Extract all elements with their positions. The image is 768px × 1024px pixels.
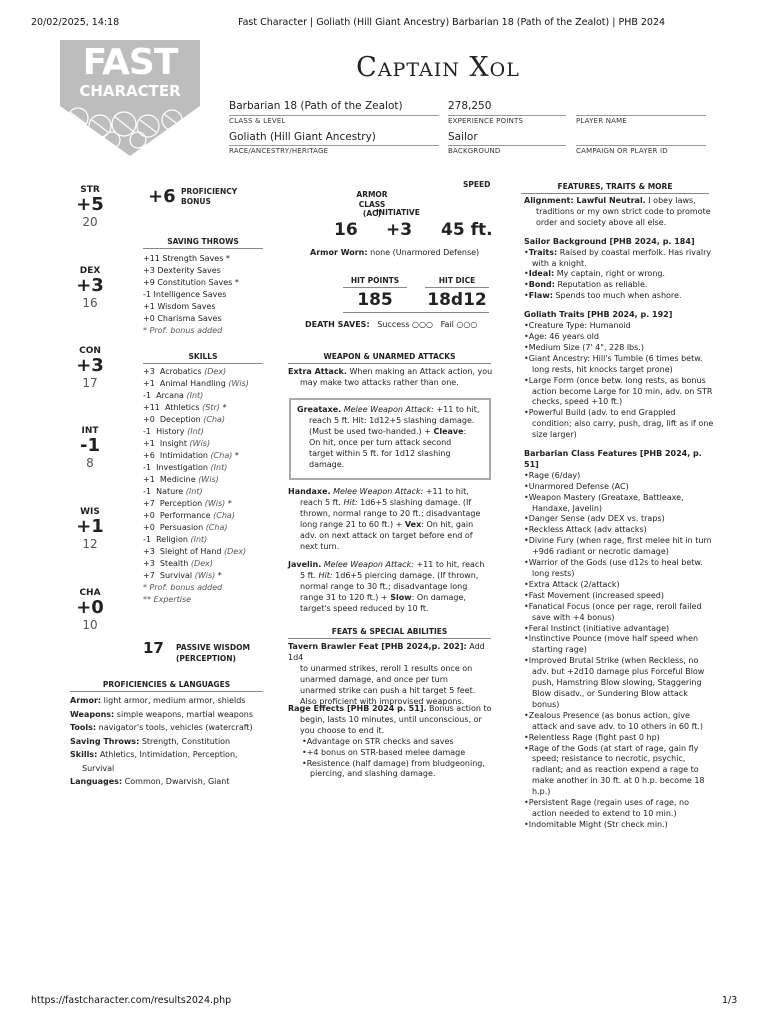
save-item: +1 Wisdom Saves bbox=[143, 302, 216, 311]
save-item: +3 Dexterity Saves bbox=[143, 266, 221, 275]
features-column bbox=[524, 196, 716, 831]
prof-weapons: Weapons: simple weapons, martial weapons bbox=[70, 709, 253, 719]
prof-skills: Skills: Athletics, Intimidation, Perception, Survival bbox=[70, 750, 238, 773]
skill-item: -1 History (Int) bbox=[143, 427, 204, 436]
skill-item: +3 Acrobatics (Dex) bbox=[143, 367, 227, 376]
barbarian-feature: • Warrior of the Gods (use d12s to heal betw. long rests) bbox=[524, 558, 716, 580]
ability-int bbox=[66, 426, 114, 470]
ability-name: WIS bbox=[80, 507, 100, 517]
ability-modifier: +5 bbox=[76, 194, 104, 215]
ability-score: 20 bbox=[82, 215, 98, 229]
skill-item: +0 Deception (Cha) bbox=[143, 415, 226, 424]
ability-score: 8 bbox=[86, 456, 94, 470]
barbarian-feature: • Relentless Rage (fight past 0 hp) bbox=[524, 733, 716, 744]
print-page-number: 1/3 bbox=[722, 995, 738, 1006]
print-datetime: 20/02/2025, 14:18 bbox=[31, 17, 120, 28]
rage-bullet: • Resistence (half damage) from bludgeoning, piercing, and slashing damage. bbox=[302, 759, 498, 781]
ability-con bbox=[66, 346, 114, 390]
skill-item: -1 Religion (Int) bbox=[143, 535, 208, 544]
rage-bullet: • +4 bonus on STR-based melee damage bbox=[302, 748, 498, 759]
barbarian-feature: • Rage of the Gods (at start of rage, gain fly speed; resistance to necrotic, psychic, radiant; and as reaction expend a rage to make another in 30 ft. at 0 h.p. become 18 h.p.) bbox=[524, 744, 716, 799]
skill-item: +1 Animal Handling (Wis) bbox=[143, 379, 249, 388]
speed-value: 45 ft. bbox=[441, 220, 493, 240]
barbarian-feature: • Danger Sense (adv DEX vs. traps) bbox=[524, 514, 716, 525]
barbarian-feature: • Fast Movement (increased speed) bbox=[524, 591, 716, 602]
ability-name: CHA bbox=[79, 588, 101, 598]
prof-tools: Tools: navigator's tools, vehicles (watercraft) bbox=[70, 723, 253, 732]
death-save-success-circles: ○○○ bbox=[412, 320, 433, 329]
barbarian-feature: • Instinctive Pounce (move half speed when starting rage) bbox=[524, 634, 716, 656]
race-value: Goliath (Hill Giant Ancestry) bbox=[229, 131, 376, 143]
skill-item: +3 Sleight of Hand (Dex) bbox=[143, 547, 247, 556]
rage-bullet: • Advantage on STR checks and saves bbox=[302, 737, 498, 748]
ability-name: CON bbox=[79, 346, 101, 356]
barbarian-feature: • Reckless Attack (adv attacks) bbox=[524, 525, 716, 536]
character-name: Captain Xol bbox=[356, 52, 520, 83]
proficiencies-list bbox=[70, 694, 270, 789]
proficiencies-heading: PROFICIENCIES & LANGUAGES bbox=[70, 680, 263, 692]
save-note: * Prof. bonus added bbox=[143, 326, 223, 335]
sailor-traits: • Traits: Raised by coastal merfolk. Has rivalry with a knight. bbox=[524, 248, 716, 270]
proficiency-bonus-label: PROFICIENCY BONUS bbox=[181, 187, 238, 206]
death-saves: DEATH SAVES: Success ○○○ Fail ○○○ bbox=[305, 320, 478, 329]
greataxe-cleave: (Must be used two-handed.) + Cleave: bbox=[309, 426, 467, 436]
skill-item: +11 Athletics (Str) * bbox=[143, 403, 227, 412]
background-label: BACKGROUND bbox=[448, 147, 501, 155]
prof-saving-throws: Saving Throws: Strength, Constitution bbox=[70, 736, 231, 746]
proficiency-bonus-value: +6 bbox=[148, 186, 176, 207]
print-doc-title: Fast Character | Goliath (Hill Giant Ancestry) Barbarian 18 (Path of the Zealot) | PHB 2024 bbox=[238, 17, 666, 28]
hit-points-value: 185 bbox=[357, 290, 393, 310]
ability-modifier: +3 bbox=[76, 355, 104, 376]
barbarian-feature: • Indomitable Might (Str check min.) bbox=[524, 820, 716, 831]
print-url: https://fastcharacter.com/results2024.php bbox=[31, 995, 232, 1006]
class-level-value: Barbarian 18 (Path of the Zealot) bbox=[229, 100, 403, 112]
armor-worn: Armor Worn: none (Unarmored Defense) bbox=[310, 248, 480, 257]
barbarian-features-list bbox=[524, 471, 716, 831]
skill-item: +1 Medicine (Wis) bbox=[143, 475, 219, 484]
goliath-trait: • Creature Type: Humanoid bbox=[524, 321, 716, 332]
save-item: +9 Constitution Saves * bbox=[143, 278, 239, 287]
ability-modifier: +0 bbox=[76, 597, 104, 618]
race-label: RACE/ANCESTRY/HERITAGE bbox=[229, 147, 329, 155]
skill-item: +7 Perception (Wis) * bbox=[143, 499, 232, 508]
barbarian-feature: • Persistent Rage (regain uses of rage, no action needed to extend to 10 min.) bbox=[524, 798, 716, 820]
skills-heading: SKILLS bbox=[143, 352, 263, 364]
skill-item: +0 Performance (Cha) bbox=[143, 511, 235, 520]
javelin-attack: Javelin. Melee Weapon Attack: +11 to hit, reach 5 ft. Hit: 1d6+5 piercing damage. (If thrown, normal range to 30 ft.; disadvantage long range 31 to 120 ft.) + Slow: On damage, target's speed reduced by 10 ft. bbox=[288, 560, 485, 613]
rage-effects: Rage Effects [PHB 2024 p. 51]. Bonus action to begin, lasts 10 minutes, until unconscious, or you choose to end it. • Advantage on STR checks and saves • +4 bonus on STR-based melee damage • Resistence (half damage) from bludgeoning, piercing, and slashing damage. bbox=[288, 704, 498, 780]
skills-note: * Prof. bonus added bbox=[143, 583, 223, 592]
logo-text-character: CHARACTER bbox=[79, 82, 181, 100]
ability-score: 12 bbox=[82, 537, 98, 551]
skill-item: -1 Arcana (Int) bbox=[143, 391, 204, 400]
ability-name: DEX bbox=[79, 266, 101, 276]
ac-label: ARMOR CLASS (AC) bbox=[356, 190, 388, 218]
save-item: +11 Strength Saves * bbox=[143, 254, 230, 263]
skills-list bbox=[143, 366, 249, 606]
barbarian-feature: • Improved Brutal Strike (when Reckless, no adv. but +2d10 damage plus Forceful Blow push, Hamstring Blow slowing, Staggering Blow disadv., or Sundering Blow attack bonus) bbox=[524, 656, 716, 711]
ability-score: 16 bbox=[82, 296, 98, 310]
ability-cha bbox=[66, 588, 114, 632]
hit-dice-label: HIT DICE bbox=[425, 276, 489, 288]
class-level-label: CLASS & LEVEL bbox=[229, 117, 286, 125]
goliath-heading: Goliath Traits [PHB 2024, p. 192] bbox=[524, 310, 673, 320]
goliath-trait: • Medium Size (7' 4", 228 lbs.) bbox=[524, 343, 716, 354]
skill-item: -1 Nature (Int) bbox=[143, 487, 203, 496]
skill-item: +1 Insight (Wis) bbox=[143, 439, 211, 448]
goliath-trait: • Giant Ancestry: Hill's Tumble (6 times betw. long rests, hit knocks target prone) bbox=[524, 354, 716, 376]
logo-text-fast: FAST bbox=[82, 42, 178, 83]
player-name-label: PLAYER NAME bbox=[576, 117, 628, 125]
skill-item: +7 Survival (Wis) * bbox=[143, 571, 222, 580]
ac-value: 16 bbox=[334, 220, 358, 240]
ability-modifier: +1 bbox=[76, 516, 104, 537]
barbarian-feature: • Extra Attack (2/attack) bbox=[524, 580, 716, 591]
fast-character-logo bbox=[60, 40, 200, 158]
saving-throws-list bbox=[143, 253, 239, 337]
ability-score: 10 bbox=[82, 618, 98, 632]
passive-perception-label: PASSIVE WISDOM (PERCEPTION) bbox=[176, 643, 250, 663]
greataxe-line: Greataxe. Melee Weapon Attack: +11 to hit, bbox=[297, 405, 480, 414]
ability-modifier: -1 bbox=[80, 435, 100, 456]
skill-item: +0 Persuasion (Cha) bbox=[143, 523, 228, 532]
passive-perception-value: 17 bbox=[143, 639, 164, 657]
save-item: -1 Intelligence Saves bbox=[143, 290, 227, 299]
handaxe-attack: Handaxe. Melee Weapon Attack: +11 to hit, reach 5 ft. Hit: 1d6+5 slashing damage. (If thrown, normal range to 20 ft.; disadvantage long range 21 to 60 ft.) + Vex: On hit, gain adv. on next attack on target before end of next turn. bbox=[288, 487, 481, 551]
hit-points-label: HIT POINTS bbox=[343, 276, 407, 288]
ability-wis bbox=[66, 507, 114, 551]
goliath-trait: • Large Form (once betw. long rests, as bonus action become Large for 10 min, adv. on STR checks, speed +10 ft.) bbox=[524, 376, 716, 409]
feats-heading: FEATS & SPECIAL ABILITIES bbox=[288, 627, 491, 639]
hit-dice-value: 18d12 bbox=[427, 290, 487, 310]
barbarian-feature: • Rage (6/day) bbox=[524, 471, 716, 482]
ability-str bbox=[66, 185, 114, 229]
campaign-label: CAMPAIGN OR PLAYER ID bbox=[576, 147, 668, 155]
goliath-traits-list bbox=[524, 321, 716, 441]
extra-attack: Extra Attack. When making an Attack action, you may make two attacks rather than one. bbox=[288, 367, 493, 387]
sailor-ideal: • Ideal: My captain, right or wrong. bbox=[524, 269, 716, 280]
background-value: Sailor bbox=[448, 131, 478, 143]
sailor-bond: • Bond: Reputation as reliable. bbox=[524, 280, 716, 291]
xp-value: 278,250 bbox=[448, 100, 492, 112]
sailor-heading: Sailor Background [PHB 2024, p. 184] bbox=[524, 236, 695, 246]
skill-item: +6 Intimidation (Cha) * bbox=[143, 451, 239, 460]
saving-throws-heading: SAVING THROWS bbox=[143, 237, 263, 249]
death-save-fail-circles: ○○○ bbox=[456, 320, 478, 329]
prof-languages: Languages: Common, Dwarvish, Giant bbox=[70, 777, 230, 786]
barbarian-feature: • Fanatical Focus (once per rage, reroll failed save with +4 bonus) bbox=[524, 602, 716, 624]
greataxe-attack: Greataxe. Melee Weapon Attack: +11 to hit, reach 5 ft. Hit: 1d12+5 slashing damage. (Must be used two-handed.) + Cleave: On hit, once per turn attack second target within 5 ft. for 1d12 slashing damage. bbox=[289, 398, 491, 480]
tavern-brawler-feat: Tavern Brawler Feat [PHB 2024,p. 202]: Add 1d4 to unarmed strikes, reroll 1 results once on unarmed damage, and once per turn unarmed strike can push a hit target 5 feet. Also proficient with improvised weapons. bbox=[288, 642, 485, 706]
ability-name: INT bbox=[81, 426, 99, 436]
initiative-label: INITIATIVE bbox=[376, 208, 420, 217]
barbarian-feature: • Unarmored Defense (AC) bbox=[524, 482, 716, 493]
ability-name: STR bbox=[80, 185, 100, 195]
skill-item: -1 Investigation (Int) bbox=[143, 463, 228, 472]
attacks-heading: WEAPON & UNARMED ATTACKS bbox=[288, 352, 491, 364]
ability-score: 17 bbox=[82, 376, 98, 390]
speed-label: SPEED bbox=[463, 180, 491, 189]
xp-label: EXPERIENCE POINTS bbox=[448, 117, 524, 125]
barbarian-feature: • Weapon Mastery (Greataxe, Battleaxe, Handaxe, Javelin) bbox=[524, 493, 716, 515]
initiative-value: +3 bbox=[386, 220, 413, 240]
barbarian-feature: • Feral Instinct (initiative advantage) bbox=[524, 624, 716, 635]
save-item: +0 Charisma Saves bbox=[143, 314, 222, 323]
goliath-trait: • Age: 46 years old bbox=[524, 332, 716, 343]
sailor-flaw: • Flaw: Spends too much when ashore. bbox=[524, 291, 716, 302]
ability-modifier: +3 bbox=[76, 275, 104, 296]
barbarian-feature: • Divine Fury (when rage, first melee hit in turn +9d6 radiant or necrotic damage) bbox=[524, 536, 716, 558]
prof-armor: Armor: light armor, medium armor, shields bbox=[70, 696, 246, 705]
goliath-trait: • Powerful Build (adv. to end Grappled condition; also carry, push, drag, lift as if one size larger) bbox=[524, 408, 716, 441]
barbarian-feature: • Zealous Presence (as bonus action, give attack and save adv. to 10 others in 60 ft.) bbox=[524, 711, 716, 733]
alignment: Alignment: Lawful Neutral. I obey laws, traditions or my own strict code to promote order and society above all else. bbox=[524, 196, 711, 227]
skills-note: ** Expertise bbox=[143, 595, 192, 604]
features-heading: FEATURES, TRAITS & MORE bbox=[521, 182, 709, 194]
skill-item: +3 Stealth (Dex) bbox=[143, 559, 213, 568]
barbarian-heading: Barbarian Class Features [PHB 2024, p. 51] bbox=[524, 449, 702, 469]
ability-dex bbox=[66, 266, 114, 310]
